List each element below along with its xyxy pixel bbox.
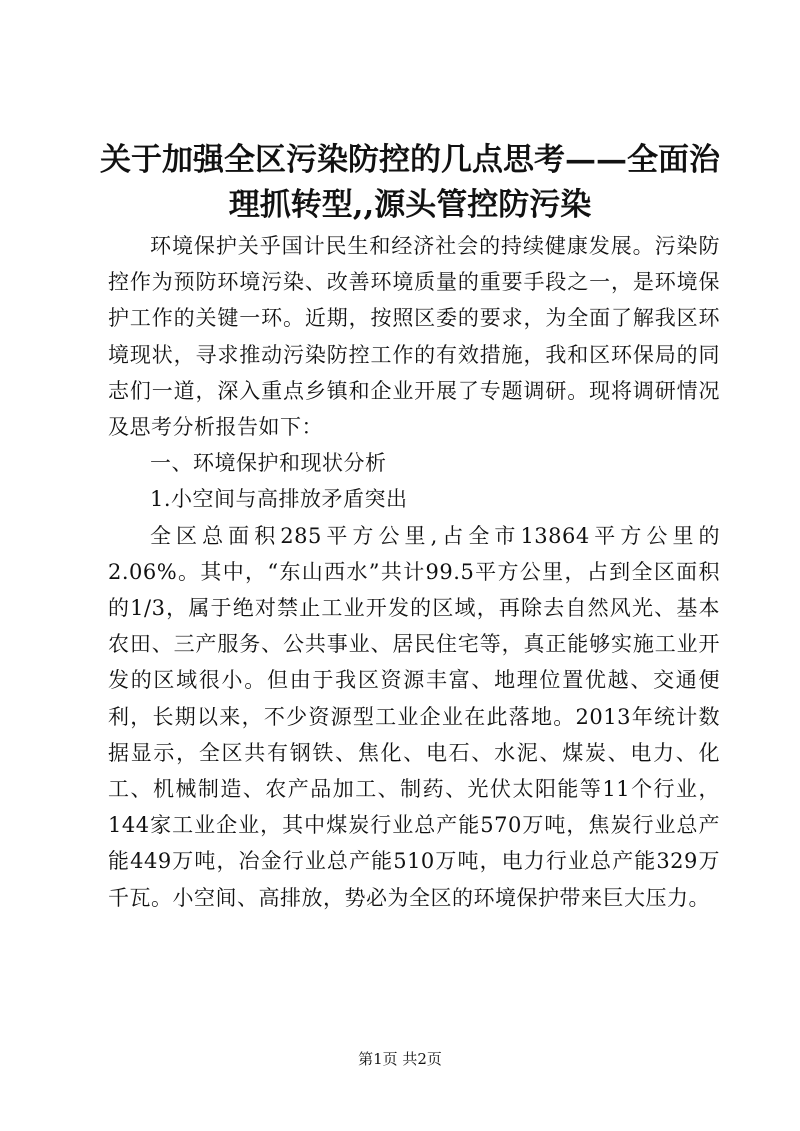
page-footer: 第1页 共2页 — [358, 1050, 442, 1068]
document-title: 关于加强全区污染防控的几点思考——全面治理抓转型,,源头管控防污染 — [100, 142, 720, 223]
document-body — [108, 228, 720, 916]
subsection-heading: 1.小空间与高排放矛盾突出 — [150, 487, 408, 512]
body-paragraph: 全区总面积285平方公里,占全市13864平方公里的2.06%。其中，“东山西水”共计99.5平方公里，占到全区面积的1/3，属于绝对禁止工业开发的区域，再除去自然风光、基本农田、三产服务、公共事业、居民住宅等，真正能够实施工业开发的区域很小。但由于我区资源丰富、地理位置优越、交通便利，长期以来，不少资源型工业企业在此落地。2013年统计数据显示，全区共有钢铁、焦化、电石、水泥、煤炭、电力、化工、机械制造、农产品加工、制药、光伏太阳能等11个行业，144家工业企业，其中煤炭行业总产能570万吨，焦炭行业总产能449万吨，冶金行业总产能510万吨，电力行业总产能329万千瓦。小空间、高排放，势必为全区的环境保护带来巨大压力。 — [108, 523, 720, 910]
section-heading: 一、环境保护和现状分析 — [150, 451, 387, 476]
intro-paragraph: 环境保护关乎国计民生和经济社会的持续健康发展。污染防控作为预防环境污染、改善环境质量的重要手段之一，是环境保护工作的关键一环。近期，按照区委的要求，为全面了解我区环境现状，寻求推动污染防控工作的有效措施，我和区环保局的同志们一道，深入重点乡镇和企业开展了专题调研。现将调研情况及思考分析报告如下： — [108, 234, 720, 440]
